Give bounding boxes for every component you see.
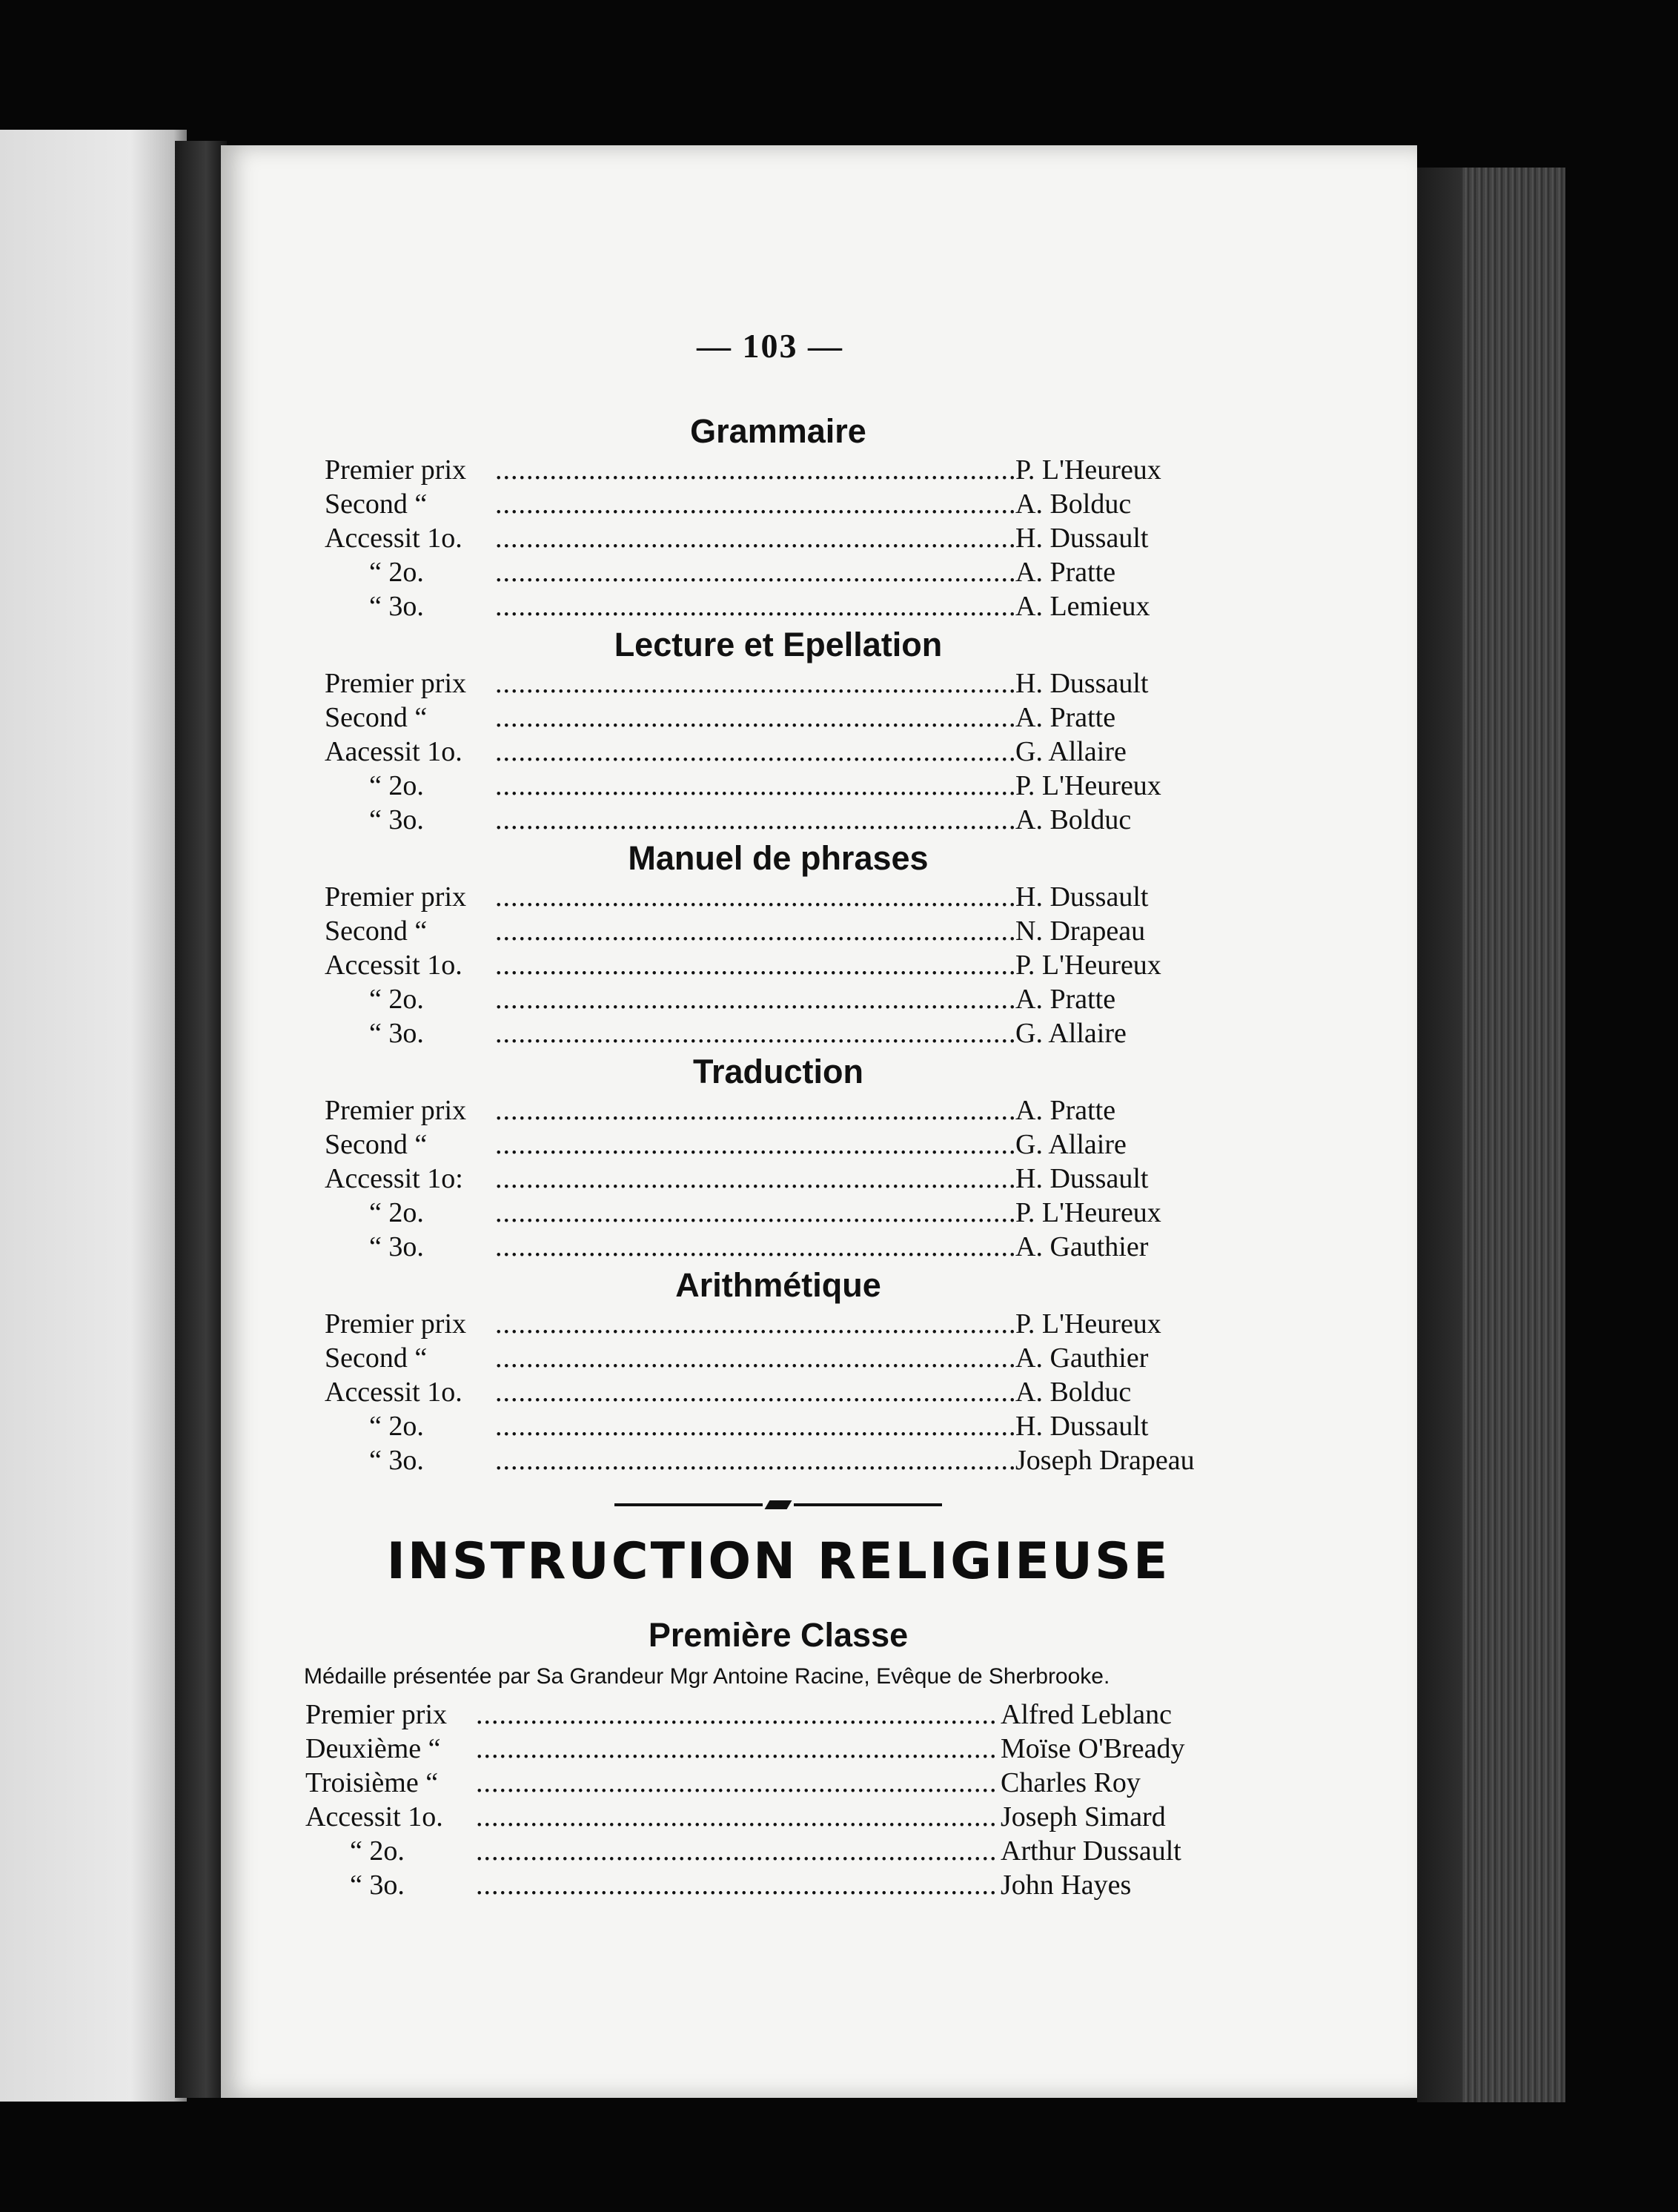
prize-row [296,1800,1230,1834]
leader-dots [495,948,1014,982]
winner-name: G. Allaire [1015,1129,1127,1160]
winner-name: A. Pratte [1015,1095,1116,1126]
leader-dots [495,982,1014,1016]
winner-name: H. Dussault [1015,1163,1149,1194]
leader-dots [476,1834,999,1868]
prize-label: Premier prix [325,454,467,486]
leader-dots [495,1341,1014,1375]
winner-name: Arthur Dussault [1001,1835,1181,1867]
leader-dots [495,1307,1014,1341]
prize-row [296,1409,1230,1443]
prize-row [296,1016,1230,1050]
winner-name: H. Dussault [1015,881,1149,913]
prize-label: Accessit 1o. [325,523,462,554]
leader-dots [495,1093,1014,1127]
prize-label: Accessit 1o. [305,1801,443,1832]
winner-name: A. Gauthier [1015,1231,1149,1262]
winner-name: John Hayes [1001,1870,1132,1901]
winner-name: G. Allaire [1015,1018,1127,1049]
prize-row [296,555,1230,589]
winner-name: P. L'Heureux [1015,454,1161,486]
medal-note: Médaille présentée par Sa Grandeur Mgr Antoine Racine, Evêque de Sherbrooke. [304,1664,1110,1689]
section-title: Traduction [692,1053,863,1090]
prize-row [296,1766,1230,1800]
prize-label: “ 3o. [369,1445,424,1476]
prize-label: “ 2o. [369,557,424,588]
leader-dots [495,1127,1014,1162]
section-title: Lecture et Epellation [614,626,943,663]
prize-label: Accessit 1o. [325,1377,462,1408]
winner-name: A. Lemieux [1015,591,1150,622]
winner-name: A. Pratte [1015,702,1116,733]
leader-dots [476,1732,999,1766]
winner-name: P. L'Heureux [1015,770,1161,801]
winner-name: H. Dussault [1015,668,1149,699]
prize-label: “ 3o. [369,591,424,622]
religious-banner: INSTRUCTION RELIGIEUSE [386,1532,1170,1591]
prize-label: “ 2o. [369,1197,424,1228]
section-title: Grammaire [690,412,866,450]
prize-row [296,1196,1230,1230]
winner-name: H. Dussault [1015,523,1149,554]
winner-name: G. Allaire [1015,736,1127,767]
prize-row [296,982,1230,1016]
leader-dots [495,701,1014,735]
page-number: — 103 — [697,327,843,365]
prize-label: Premier prix [325,1095,467,1126]
prize-row [296,1375,1230,1409]
prize-row [296,1341,1230,1375]
prize-label: Premier prix [325,668,467,699]
prize-row [296,769,1230,803]
leader-dots [495,735,1014,769]
prize-label: “ 2o. [369,1411,424,1442]
prize-label: “ 3o. [369,1018,424,1049]
subject-section [296,410,1230,623]
winner-name: H. Dussault [1015,1411,1149,1442]
leader-dots [495,453,1014,487]
leader-dots [476,1766,999,1800]
prize-row [296,666,1230,701]
leader-dots [495,1443,1014,1477]
prize-label: Premier prix [305,1699,448,1730]
class-title: Première Classe [648,1616,909,1654]
prize-row [296,1307,1230,1341]
leader-dots [495,1162,1014,1196]
subject-section [296,837,1230,1050]
prize-label: Second “ [325,702,428,733]
prize-row [296,1127,1230,1162]
prize-label: Deuxième “ [305,1733,441,1764]
prize-row [296,453,1230,487]
prize-sections [296,410,1230,1477]
prize-label: Troisième “ [305,1767,439,1798]
subject-section [296,1264,1230,1477]
prize-label: Second “ [325,489,428,520]
section-title: Manuel de phrases [628,839,929,877]
leader-dots [495,914,1014,948]
winner-name: P. L'Heureux [1015,1197,1161,1228]
leader-dots [495,1016,1014,1050]
prize-row [296,1732,1230,1766]
prize-label: Premier prix [325,1308,467,1340]
winner-name: A. Bolduc [1015,804,1132,835]
winner-name: Joseph Drapeau [1015,1445,1195,1476]
subject-section [296,623,1230,837]
leader-dots [495,1230,1014,1264]
leader-dots [495,1196,1014,1230]
leader-dots [495,521,1014,555]
winner-name: A. Bolduc [1015,1377,1132,1408]
prize-label: Premier prix [325,881,467,913]
prize-row [296,914,1230,948]
leader-dots [476,1868,999,1902]
winner-name: Charles Roy [1001,1767,1141,1798]
subject-section [296,1050,1230,1264]
leader-dots [495,880,1014,914]
prize-label: “ 3o. [369,804,424,835]
prize-row [296,1698,1230,1732]
prize-row [296,1230,1230,1264]
prize-row [296,1443,1230,1477]
prize-row [296,880,1230,914]
religious-rows [296,1698,1230,1902]
prize-row [296,1162,1230,1196]
religious-section [296,1532,1230,1902]
winner-name: A. Pratte [1015,557,1116,588]
page-content [296,326,1230,1902]
prize-row [296,803,1230,837]
winner-name: A. Pratte [1015,984,1116,1015]
winner-name: Moïse O'Bready [1001,1733,1185,1764]
prize-row [296,1834,1230,1868]
leader-dots [495,589,1014,623]
prize-label: “ 3o. [350,1870,405,1901]
prize-label: Aacessit 1o. [325,736,462,767]
leader-dots [495,1375,1014,1409]
prize-row [296,521,1230,555]
winner-name: Alfred Leblanc [1001,1699,1173,1730]
leader-dots [495,1409,1014,1443]
prize-label: “ 2o. [350,1835,405,1867]
prize-label: “ 2o. [369,984,424,1015]
winner-name: P. L'Heureux [1015,1308,1161,1340]
prize-label: Second “ [325,915,428,947]
leader-dots [495,803,1014,837]
ornament-divider [326,1494,1230,1516]
prize-row [296,487,1230,521]
winner-name: A. Bolduc [1015,489,1132,520]
leader-dots [476,1698,999,1732]
winner-name: P. L'Heureux [1015,950,1161,981]
prize-label: Accessit 1o: [325,1163,463,1194]
book-gutter [175,141,227,2098]
prize-label: “ 2o. [369,770,424,801]
prize-row [296,1093,1230,1127]
leader-dots [495,769,1014,803]
prize-label: Second “ [325,1129,428,1160]
previous-page [0,130,187,2102]
prize-row [296,948,1230,982]
prize-label: Accessit 1o. [325,950,462,981]
leader-dots [495,487,1014,521]
prize-row [296,1868,1230,1902]
prize-label: “ 3o. [369,1231,424,1262]
section-title: Arithmétique [675,1266,881,1304]
prize-row [296,701,1230,735]
winner-name: Joseph Simard [1001,1801,1166,1832]
leader-dots [495,666,1014,701]
prize-label: Second “ [325,1342,428,1374]
leader-dots [495,555,1014,589]
prize-row [296,735,1230,769]
prize-row [296,589,1230,623]
leader-dots [476,1800,999,1834]
book-edge-shadow [1417,168,1462,2102]
winner-name: N. Drapeau [1015,915,1146,947]
winner-name: A. Gauthier [1015,1342,1149,1374]
